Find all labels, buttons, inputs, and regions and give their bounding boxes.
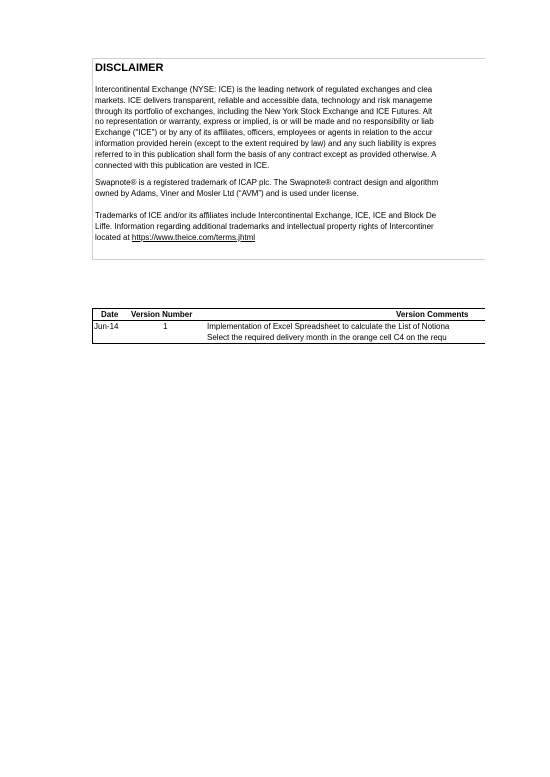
- paragraph-line: owned by Adams, Viner and Mosler Ltd (“AVM”) and is used under license.: [95, 188, 359, 198]
- terms-link[interactable]: https://www.theice.com/terms.jhtml: [131, 232, 256, 242]
- disclaimer-paragraph-trademarks: [95, 211, 485, 243]
- paragraph-line-with-link: [95, 233, 485, 244]
- link-prefix: located at: [95, 232, 132, 242]
- header-version-comments: Version Comments: [396, 310, 469, 319]
- row-comment-line: Select the required delivery month in the orange cell C4 on the requ: [207, 333, 447, 342]
- row-version-number: 1: [163, 322, 168, 331]
- header-date: Date: [101, 310, 119, 319]
- paragraph-line: Trademarks of ICE and/or its affiliates include Intercontinental Exchange, ICE, ICE and Block De: [95, 211, 437, 220]
- paragraph-line: Liffe. Information regarding additional trademarks and intellectual property rights of Intercontiner: [95, 221, 434, 231]
- disclaimer-box: [92, 58, 485, 260]
- header-version-number: Version Number: [131, 310, 193, 319]
- paragraph-line: no representation or warranty, express or implied, is or will be made and no responsibility or liab: [95, 117, 434, 127]
- paragraph-line: Intercontinental Exchange (NYSE: ICE) is the leading network of regulated exchanges and clea: [95, 85, 433, 94]
- row-comment-line: Implementation of Excel Spreadsheet to calculate the List of Notiona: [207, 322, 450, 331]
- disclaimer-title: DISCLAIMER: [95, 62, 164, 74]
- disclaimer-paragraph-swapnote: [95, 178, 485, 200]
- paragraph-line: markets. ICE delivers transparent, reliable and accessible data, technology and risk manageme: [95, 95, 433, 105]
- paragraph-line: Swapnote® is a registered trademark of ICAP plc. The Swapnote® contract design and algorithm: [95, 178, 439, 187]
- version-history-table: [92, 308, 485, 344]
- paragraph-line: information provided herein (except to the extent required by law) and any such liability is expres: [95, 138, 437, 148]
- paragraph-line: connected with this publication are vested in ICE.: [95, 160, 270, 170]
- paragraph-line: Exchange ("ICE") or by any of its affiliates, officers, employees or agents in relation to the accur: [95, 128, 433, 138]
- paragraph-line: referred to in this publication shall form the basis of any contract except as provided otherwise. A: [95, 149, 437, 159]
- row-date: Jun-14: [94, 322, 119, 331]
- disclaimer-paragraph-ice: [95, 85, 485, 171]
- paragraph-line: through its portfolio of exchanges, including the New York Stock Exchange and ICE Futures. Alt: [95, 106, 433, 116]
